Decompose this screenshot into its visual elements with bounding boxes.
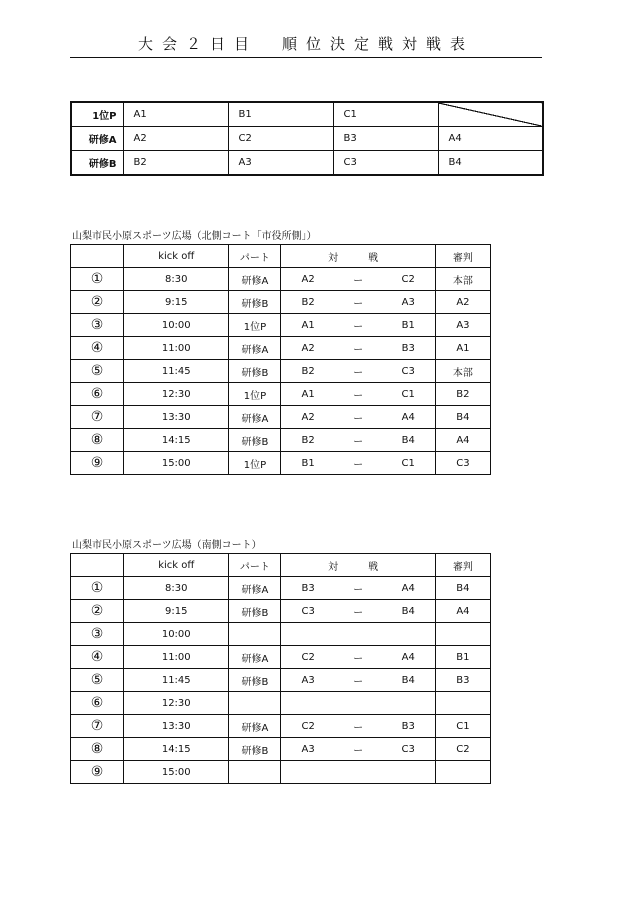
kickoff-time: 11:00	[124, 646, 229, 669]
versus-dash	[328, 623, 388, 646]
group-cell: C2	[228, 127, 333, 151]
team-left: B1	[281, 452, 328, 475]
team-left	[281, 623, 328, 646]
team-right: A3	[388, 291, 435, 314]
match-row	[71, 715, 491, 738]
team-left: B2	[281, 291, 328, 314]
kickoff-time: 10:00	[124, 314, 229, 337]
match-number: ⑤	[71, 669, 124, 692]
referee: B3	[435, 669, 490, 692]
header-referee: 審判	[435, 554, 490, 577]
part-name: 研修B	[229, 291, 281, 314]
kickoff-time: 15:00	[124, 452, 229, 475]
group-label: 研修A	[71, 127, 123, 151]
header-part: パート	[229, 554, 281, 577]
header-match: 対 戦	[328, 245, 388, 268]
match-row	[71, 669, 491, 692]
team-right: C3	[388, 360, 435, 383]
kickoff-time: 11:45	[124, 669, 229, 692]
team-left: B3	[281, 577, 328, 600]
match-number: ⑦	[71, 406, 124, 429]
part-name: 研修A	[229, 646, 281, 669]
kickoff-time: 14:15	[124, 429, 229, 452]
referee: 本部	[435, 268, 490, 291]
match-number: ⑨	[71, 761, 124, 784]
match-number: ⑧	[71, 429, 124, 452]
header-row	[71, 245, 491, 268]
team-left: A3	[281, 738, 328, 761]
match-row	[71, 452, 491, 475]
versus-dash: ー	[328, 577, 388, 600]
team-right: A4	[388, 646, 435, 669]
match-row	[71, 600, 491, 623]
versus-dash: ー	[328, 337, 388, 360]
team-right: B4	[388, 669, 435, 692]
referee: A2	[435, 291, 490, 314]
versus-dash: ー	[328, 669, 388, 692]
match-number: ⑧	[71, 738, 124, 761]
header-match: 対 戦	[328, 554, 388, 577]
team-left: A3	[281, 669, 328, 692]
part-name: 研修B	[229, 738, 281, 761]
referee: C3	[435, 452, 490, 475]
team-right	[388, 761, 435, 784]
referee: A3	[435, 314, 490, 337]
group-cell: B1	[228, 102, 333, 127]
match-row	[71, 692, 491, 715]
part-name: 研修A	[229, 337, 281, 360]
team-right: B3	[388, 337, 435, 360]
match-row	[71, 337, 491, 360]
group-row	[71, 127, 543, 151]
versus-dash: ー	[328, 383, 388, 406]
match-row	[71, 761, 491, 784]
group-row	[71, 102, 543, 127]
header-blank	[281, 554, 328, 577]
match-row	[71, 291, 491, 314]
group-label: 研修B	[71, 151, 123, 176]
versus-dash: ー	[328, 600, 388, 623]
match-row	[71, 623, 491, 646]
referee: B4	[435, 577, 490, 600]
team-left: A2	[281, 268, 328, 291]
kickoff-time: 9:15	[124, 291, 229, 314]
match-number: ⑥	[71, 383, 124, 406]
match-number: ①	[71, 577, 124, 600]
kickoff-time: 8:30	[124, 268, 229, 291]
versus-dash: ー	[328, 452, 388, 475]
team-left: A2	[281, 337, 328, 360]
match-row	[71, 577, 491, 600]
group-cell: B2	[123, 151, 228, 176]
group-table	[70, 101, 544, 176]
header-referee: 審判	[435, 245, 490, 268]
part-name: 研修A	[229, 715, 281, 738]
versus-dash: ー	[328, 291, 388, 314]
referee	[435, 761, 490, 784]
team-right: C2	[388, 268, 435, 291]
kickoff-time: 13:30	[124, 715, 229, 738]
header-blank	[71, 554, 124, 577]
match-number: ⑤	[71, 360, 124, 383]
part-name: 研修B	[229, 429, 281, 452]
team-right	[388, 623, 435, 646]
match-number: ④	[71, 646, 124, 669]
match-number: ②	[71, 291, 124, 314]
north-court-caption: 山梨市民小原スポーツ広場（北側コート「市役所側」）	[72, 231, 317, 242]
match-number: ⑥	[71, 692, 124, 715]
team-right: B3	[388, 715, 435, 738]
match-number: ③	[71, 623, 124, 646]
group-cell: C3	[333, 151, 438, 176]
versus-dash: ー	[328, 406, 388, 429]
header-part: パート	[229, 245, 281, 268]
match-row	[71, 429, 491, 452]
referee: B2	[435, 383, 490, 406]
match-row	[71, 268, 491, 291]
part-name: 研修B	[229, 600, 281, 623]
part-name: 研修A	[229, 268, 281, 291]
part-name	[229, 761, 281, 784]
team-left: B2	[281, 429, 328, 452]
page-title: 大会２日目 順位決定戦対戦表	[70, 33, 542, 58]
part-name: 研修B	[229, 360, 281, 383]
referee: B1	[435, 646, 490, 669]
part-name: 1位P	[229, 314, 281, 337]
header-blank	[71, 245, 124, 268]
header-kickoff: kick off	[124, 245, 229, 268]
team-left: C2	[281, 646, 328, 669]
kickoff-time: 15:00	[124, 761, 229, 784]
north-court-schedule	[70, 244, 491, 475]
south-court-schedule	[70, 553, 491, 784]
referee	[435, 623, 490, 646]
team-left	[281, 692, 328, 715]
group-cell: A1	[123, 102, 228, 127]
versus-dash: ー	[328, 429, 388, 452]
match-row	[71, 383, 491, 406]
kickoff-time: 8:30	[124, 577, 229, 600]
team-left: B2	[281, 360, 328, 383]
kickoff-time: 11:00	[124, 337, 229, 360]
team-right: B4	[388, 429, 435, 452]
referee: C1	[435, 715, 490, 738]
team-left: A1	[281, 383, 328, 406]
match-row	[71, 738, 491, 761]
referee	[435, 692, 490, 715]
match-row	[71, 314, 491, 337]
group-cell: A3	[228, 151, 333, 176]
south-court-caption: 山梨市民小原スポーツ広場（南側コート）	[72, 540, 262, 551]
part-name: 1位P	[229, 452, 281, 475]
match-row	[71, 360, 491, 383]
referee: C2	[435, 738, 490, 761]
kickoff-time: 9:15	[124, 600, 229, 623]
group-cell: B4	[438, 151, 543, 176]
versus-dash: ー	[328, 314, 388, 337]
versus-dash: ー	[328, 715, 388, 738]
group-cell: B3	[333, 127, 438, 151]
header-blank	[281, 245, 328, 268]
kickoff-time: 12:30	[124, 692, 229, 715]
match-row	[71, 646, 491, 669]
group-row	[71, 151, 543, 176]
match-number: ⑨	[71, 452, 124, 475]
part-name	[229, 623, 281, 646]
empty-diagonal-cell	[438, 102, 543, 127]
kickoff-time: 13:30	[124, 406, 229, 429]
header-kickoff: kick off	[124, 554, 229, 577]
referee: B4	[435, 406, 490, 429]
kickoff-time: 12:30	[124, 383, 229, 406]
referee: A1	[435, 337, 490, 360]
match-number: ③	[71, 314, 124, 337]
kickoff-time: 14:15	[124, 738, 229, 761]
team-right: C3	[388, 738, 435, 761]
team-left: A2	[281, 406, 328, 429]
versus-dash: ー	[328, 360, 388, 383]
group-cell: A2	[123, 127, 228, 151]
team-left	[281, 761, 328, 784]
team-right: B1	[388, 314, 435, 337]
team-right: A4	[388, 577, 435, 600]
kickoff-time: 10:00	[124, 623, 229, 646]
team-right	[388, 692, 435, 715]
part-name: 研修A	[229, 406, 281, 429]
versus-dash: ー	[328, 268, 388, 291]
team-right: A4	[388, 406, 435, 429]
team-right: C1	[388, 383, 435, 406]
kickoff-time: 11:45	[124, 360, 229, 383]
versus-dash	[328, 761, 388, 784]
part-name: 1位P	[229, 383, 281, 406]
match-number: ②	[71, 600, 124, 623]
header-blank	[388, 554, 435, 577]
group-cell: C1	[333, 102, 438, 127]
header-row	[71, 554, 491, 577]
referee: A4	[435, 429, 490, 452]
team-left: C2	[281, 715, 328, 738]
versus-dash: ー	[328, 738, 388, 761]
referee: A4	[435, 600, 490, 623]
match-row	[71, 406, 491, 429]
team-left: C3	[281, 600, 328, 623]
group-cell: A4	[438, 127, 543, 151]
versus-dash	[328, 692, 388, 715]
part-name	[229, 692, 281, 715]
team-right: B4	[388, 600, 435, 623]
match-number: ①	[71, 268, 124, 291]
referee: 本部	[435, 360, 490, 383]
team-left: A1	[281, 314, 328, 337]
versus-dash: ー	[328, 646, 388, 669]
part-name: 研修A	[229, 577, 281, 600]
part-name: 研修B	[229, 669, 281, 692]
team-right: C1	[388, 452, 435, 475]
match-number: ④	[71, 337, 124, 360]
header-blank	[388, 245, 435, 268]
match-number: ⑦	[71, 715, 124, 738]
group-label: 1位P	[71, 102, 123, 127]
